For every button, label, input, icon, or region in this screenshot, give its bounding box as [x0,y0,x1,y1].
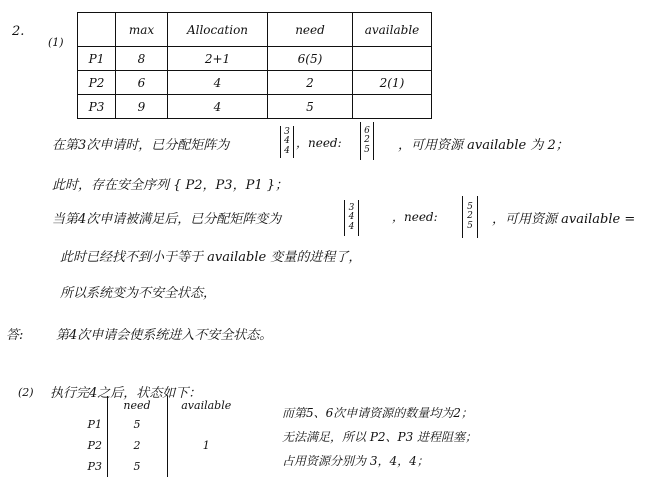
table-cell: 5 [107,414,167,435]
table-cell: P3 [78,95,116,119]
line-5: 所以系统变为不安全状态， [60,286,217,301]
header-cell-empty [78,13,116,47]
table-cell: 2 [107,435,167,456]
table-cell: 2(1) [353,71,432,95]
table-cell: P1 [78,47,116,71]
question-number: 2. [12,24,25,39]
part-2-intro: 执行完4之后，状态如下： [50,386,202,401]
table-cell: P2 [78,71,116,95]
table-cell [167,414,245,435]
table-cell: 8 [116,47,168,71]
line-3-prefix: 当第4次申请被满足后，已分配矩阵变为 [52,212,282,227]
table-cell [353,47,432,71]
table-cell: 2+1 [168,47,268,71]
header-cell-allocation: Allocation [168,13,268,47]
need-matrix-2 [462,196,478,238]
line-3-need-label: ，need: [392,210,438,224]
header-cell-available: available [181,398,232,412]
table-cell: 9 [116,95,168,119]
allocation-matrix-1 [280,126,294,158]
line-2: 此时，存在安全序列 { P2，P3，P1 }； [52,178,288,193]
matrix-entry: 3 [284,126,290,137]
state-table [83,396,245,477]
header-cell-available: available [353,13,432,47]
header-cell-empty [83,396,107,414]
matrix-entry: 4 [284,145,290,156]
header-cell-max: max [116,13,168,47]
allocation-matrix-2 [344,200,359,236]
header-cell-need: need [107,396,167,414]
line-1-suffix: ，可用资源 available 为 2； [398,138,569,153]
table-cell: P3 [83,456,107,477]
table-row [83,435,245,456]
right-note-1: 而第5、6次申请资源的数量均为2； [282,406,473,420]
table-header-row [78,13,432,47]
line-4: 此时已经找不到小于等于 available 变量的进程了， [60,250,362,265]
table-row [78,71,432,95]
table-cell: 1 [202,439,210,452]
need-matrix-1 [360,122,374,160]
table-cell: 4 [168,95,268,119]
table-cell: 6(5) [268,47,353,71]
matrix-entry: 5 [467,220,473,231]
answer-text: 第4次申请会使系统进入不安全状态。 [56,328,273,343]
table-cell: 5 [107,456,167,477]
table-cell: 4 [168,71,268,95]
table-row [78,95,432,119]
part-2-mark: (2) [18,386,34,399]
matrix-entry: 5 [467,201,473,212]
right-note-2: 无法满足，所以 P2、P3 进程阻塞； [282,430,478,444]
resource-table [77,12,432,119]
right-note-3: 占用资源分别为 3，4，4； [282,454,429,468]
matrix-entry: 4 [348,221,355,232]
table-header-row [83,396,245,414]
matrix-entry: 2 [467,211,473,222]
table-cell [353,95,432,119]
table-cell: 6 [116,71,168,95]
line-1-need-label: ，need: [296,136,342,150]
matrix-entry: 2 [364,135,370,146]
table-cell: P1 [83,414,107,435]
matrix-entry: 4 [348,212,355,223]
table-cell: 5 [268,95,353,119]
table-row [83,414,245,435]
matrix-entry: 5 [364,144,370,155]
matrix-entry: 4 [284,136,290,147]
header-cell-need: need [268,13,353,47]
table-cell: 2 [268,71,353,95]
table-row [78,47,432,71]
part-1-mark: (1) [48,36,64,49]
matrix-entry: 3 [348,202,355,213]
line-3-suffix: ，可用资源 available = [492,212,636,227]
answer-mark: 答: [6,328,24,343]
line-1-prefix: 在第3次申请时，已分配矩阵为 [52,138,230,153]
matrix-entry: 6 [364,125,370,136]
table-cell: P2 [83,435,107,456]
